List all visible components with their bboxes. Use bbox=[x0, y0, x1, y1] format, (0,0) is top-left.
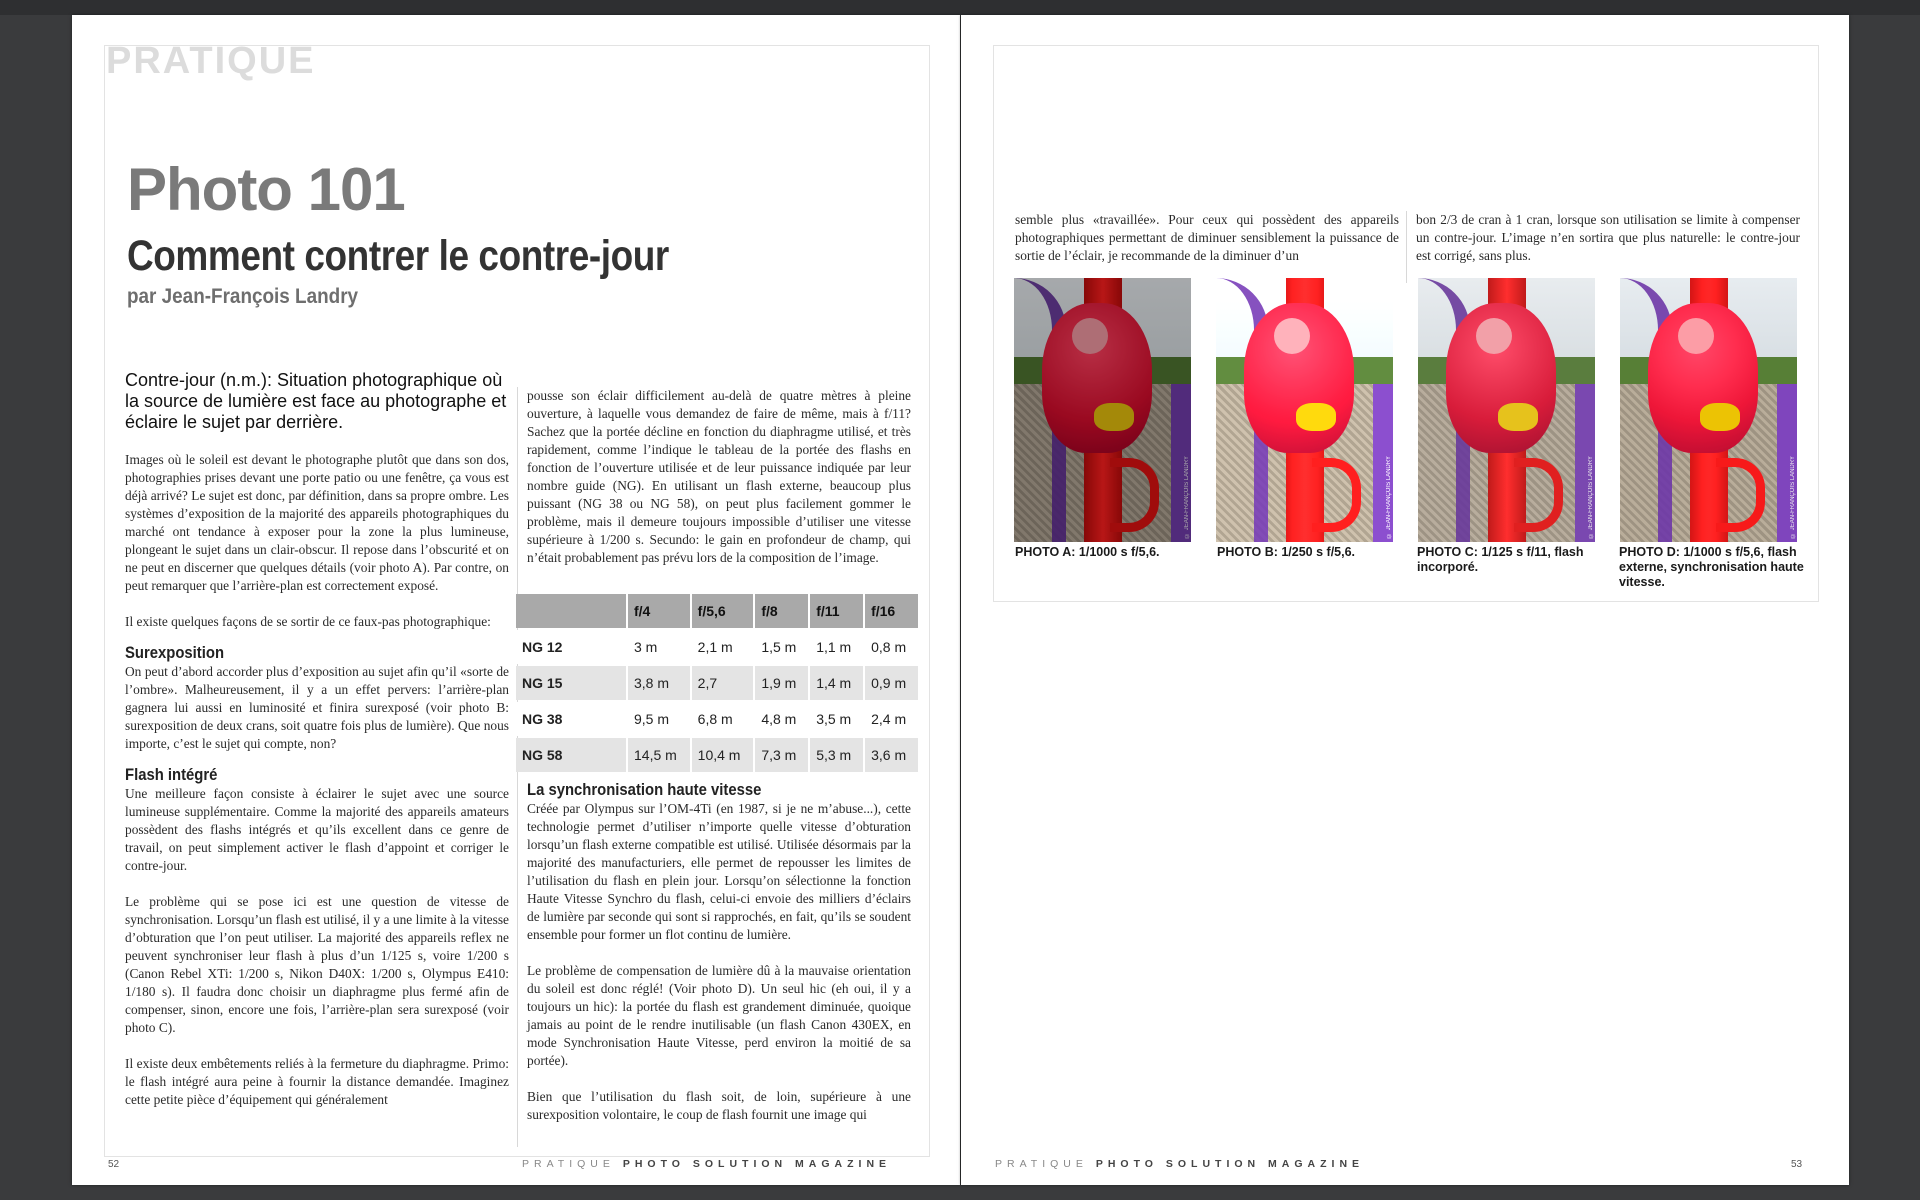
photo-credit: © JEAN-FRANÇOIS LANDRY bbox=[1790, 456, 1796, 538]
photo-b-caption: PHOTO B: 1/250 s f/5,6. bbox=[1217, 545, 1356, 559]
table-cell: 1,4 m bbox=[810, 666, 863, 700]
photo-credit: © JEAN-FRANÇOIS LANDRY bbox=[1386, 456, 1392, 538]
table-cell: 2,1 m bbox=[692, 630, 754, 664]
photo-credit: © JEAN-FRANÇOIS LANDRY bbox=[1184, 456, 1190, 538]
heading-surexposition: Surexposition bbox=[125, 644, 225, 662]
table-header-cell: f/8 bbox=[755, 594, 808, 628]
paragraph: On peut d’abord accorder plus d’exposition au sujet afin qu’il «sorte de l’ombre». Malheureusement, il y a un effet pervers: l’arrière-plan gagnera lui aussi en luminosité et finira surexposé (voir photo B: surexposition de deux crans, soit quatre fois plus de lumière). Que nous importe, c’est le sujet qui compte, non? bbox=[125, 664, 509, 751]
article-subtitle: Comment contrer le contre-jour bbox=[127, 232, 669, 280]
table-cell: 1,9 m bbox=[755, 666, 808, 700]
paragraph: Le problème de compensation de lumière dû à la mauvaise orientation du soleil est donc réglé! (Voir photo D). Un seul hic (eh oui, il y a toujours un hic): la portée du flash est grandement diminuée, quoique jamais au point de le rendre inutilisable (un flash Canon 430EX, en mode Synchronisation Haute Vitesse, perd environ la moitié de sa portée). bbox=[527, 963, 911, 1068]
table-header-cell: f/16 bbox=[865, 594, 918, 628]
viewer-top-bar bbox=[0, 0, 1920, 15]
page-number: 53 bbox=[1791, 1159, 1803, 1170]
table-cell: NG 38 bbox=[516, 702, 626, 736]
footer-section: PRATIQUE bbox=[995, 1158, 1088, 1170]
table-cell: 0,9 m bbox=[865, 666, 918, 700]
table-cell: 6,8 m bbox=[692, 702, 754, 736]
column-3 bbox=[1015, 211, 1399, 265]
column-2-bottom bbox=[527, 780, 911, 1124]
table-cell: 7,3 m bbox=[755, 738, 808, 772]
photo-credit: © JEAN-FRANÇOIS LANDRY bbox=[1588, 456, 1594, 538]
table-cell: 10,4 m bbox=[692, 738, 754, 772]
table-cell: 1,5 m bbox=[755, 630, 808, 664]
column-divider bbox=[1406, 211, 1407, 283]
photo-c-caption: PHOTO C: 1/125 s f/11, flash incorporé. bbox=[1417, 545, 1584, 574]
table-header-cell: f/5,6 bbox=[692, 594, 754, 628]
page-number: 52 bbox=[108, 1159, 120, 1170]
footer-section: PRATIQUE bbox=[522, 1158, 615, 1170]
table-cell: NG 12 bbox=[516, 630, 626, 664]
photo-a bbox=[1014, 278, 1191, 542]
paragraph: Bien que l’utilisation du flash soit, de loin, supérieure à une surexposition volontaire, le coup de flash fournit une image qui bbox=[527, 1089, 911, 1122]
flash-range-table-wrap bbox=[514, 592, 920, 774]
table-cell: 3,6 m bbox=[865, 738, 918, 772]
table-cell: 2,7 bbox=[692, 666, 754, 700]
table-header-cell: f/11 bbox=[810, 594, 863, 628]
heading-synchronisation: La synchronisation haute vitesse bbox=[527, 781, 762, 799]
intro-definition: Contre-jour (n.m.): Situation photographique où la source de lumière est face au photographe et éclaire le sujet par derrière. bbox=[125, 370, 507, 432]
paragraph: semble plus «travaillée». Pour ceux qui possèdent des appareils photographiques permettant de diminuer sensiblement la puissance de sortie de l’éclair, je recommande de la diminuer d’un bbox=[1015, 212, 1399, 263]
table-row bbox=[516, 702, 918, 736]
article-title: Photo 101 bbox=[127, 156, 405, 223]
paragraph: Il existe deux embêtements reliés à la fermeture du diaphragme. Primo: le flash intégré aura peine à fournir la distance demandée. Imaginez cette petite pièce d’équipement qui généralement bbox=[125, 1056, 509, 1107]
column-1 bbox=[125, 370, 509, 1109]
paragraph: Créée par Olympus sur l’OM-4Ti (en 1987, si je ne m’abuse...), cette technologie permet d’utiliser n’importe quelle vitesse d’obturation lorsqu’un flash externe compatible est utilisé. Utilisée désormais par la majorité des manufacturiers, elle permet de repousser les limites de l’utilisation du flash en plein jour. Lorsqu’on sélectionne la fonction Haute Vitesse Synchro du flash, celui-ci envoie des milliers d’éclairs de lumière par seconde qui sont si rapprochés, en fait, qu’ils se soudent ensemble pour former un flot continu de lumière. bbox=[527, 801, 911, 942]
page-52 bbox=[72, 15, 960, 1185]
page-footer bbox=[522, 1158, 891, 1170]
paragraph: Il existe quelques façons de se sortir de ce faux-pas photographique: bbox=[125, 614, 491, 629]
photo-b bbox=[1216, 278, 1393, 542]
page-footer bbox=[995, 1158, 1364, 1170]
table-cell: 3,8 m bbox=[628, 666, 690, 700]
table-cell: 2,4 m bbox=[865, 702, 918, 736]
flash-range-table bbox=[514, 592, 920, 774]
table-header-cell bbox=[516, 594, 626, 628]
paragraph: Images où le soleil est devant le photographe plutôt que dans son dos, photographies prises devant une porte patio ou une fenêtre, ça vous est déjà arrivé? Le sujet est donc, par définition, dans sa propre ombre. Les systèmes d’exposition de la majorité des appareils photographiques du marché ont tendance à exposer pour la zone la plus lumineuse, plongeant le sujet dans un clair-obscur. Il repose dans l’obscurité et on ne peut en discerner que quelques détails (voir photo A). Par contre, on peut remarquer que l’arrière-plan est correctement exposé. bbox=[125, 452, 509, 593]
table-cell: 0,8 m bbox=[865, 630, 918, 664]
footer-magazine: PHOTO SOLUTION MAGAZINE bbox=[622, 1158, 892, 1170]
section-kicker: PRATIQUE bbox=[106, 40, 316, 82]
table-cell: 4,8 m bbox=[755, 702, 808, 736]
paragraph: Une meilleure façon consiste à éclairer le sujet avec une source lumineuse supplémentaire. Comme la majorité des appareils amateurs possèdent des flashs intégrés et qu’ils excellent dans ce genre de travail, on peut simplement activer le flash d’appoint et corriger le contre-jour. bbox=[125, 786, 509, 873]
table-cell: 3,5 m bbox=[810, 702, 863, 736]
paragraph: bon 2/3 de cran à 1 cran, lorsque son utilisation se limite à compenser un contre-jour. L’image n’en sortira que plus naturelle: le contre-jour est corrigé, sans plus. bbox=[1416, 212, 1800, 263]
paragraph: Le problème qui se pose ici est une question de vitesse de synchronisation. Lorsqu’un flash est utilisé, il y a une limite à la vitesse d’obturation que l’on peut utiliser. La majorité des appareils reflex ne peuvent synchroniser leur flash à plus d’un 1/125 s, voire 1/200 s (Canon Rebel XTi: 1/200 s, Nikon D40X: 1/200 s, Olympus E410: 1/180 s). Il faudra donc choisir un diaphragme plus fermé afin de compenser, sinon, encore une fois, l’arrière-plan sera surexposé (voir photo C). bbox=[125, 894, 509, 1035]
photo-d-caption: PHOTO D: 1/1000 s f/5,6, flash externe, synchronisation haute vitesse. bbox=[1619, 545, 1804, 589]
column-4 bbox=[1416, 211, 1800, 265]
table-cell: 3 m bbox=[628, 630, 690, 664]
table-row bbox=[516, 738, 918, 772]
heading-flash-integre: Flash intégré bbox=[125, 766, 218, 784]
page-53 bbox=[961, 15, 1849, 1185]
table-row bbox=[516, 630, 918, 664]
photo-d bbox=[1620, 278, 1797, 542]
paragraph: pousse son éclair difficilement au-delà de quatre mètres à pleine ouverture, à laquelle vous demandez de faire de même, mais à f/11? Sachez que la portée décline en fonction du diaphragme utilisé, et très rapidement, comme l’indique le tableau de la portée des flashs en fonction de l’ouverture utilisée et de leur puissance indiquée par leur nombre guide (NG). En utilisant un flash externe, beaucoup plus puissant (NG 38 ou NG 58), on peut plus facilement gommer le problème, mais il demeure toujours impossible d’utiliser une vitesse supérieure à 1/200 s. Secundo: le gain en profondeur de champ, qui n’était probablement pas prévu lors de la composition de l’image. bbox=[527, 388, 911, 565]
article-byline: par Jean-François Landry bbox=[127, 285, 359, 308]
table-cell: 5,3 m bbox=[810, 738, 863, 772]
photo-c bbox=[1418, 278, 1595, 542]
photo-a-caption: PHOTO A: 1/1000 s f/5,6. bbox=[1015, 545, 1160, 559]
table-cell: 9,5 m bbox=[628, 702, 690, 736]
table-header-cell: f/4 bbox=[628, 594, 690, 628]
table-cell: 14,5 m bbox=[628, 738, 690, 772]
footer-magazine: PHOTO SOLUTION MAGAZINE bbox=[1095, 1158, 1365, 1170]
table-cell: NG 58 bbox=[516, 738, 626, 772]
table-cell: 1,1 m bbox=[810, 630, 863, 664]
column-2-top bbox=[527, 387, 911, 567]
table-row bbox=[516, 666, 918, 700]
table-cell: NG 15 bbox=[516, 666, 626, 700]
